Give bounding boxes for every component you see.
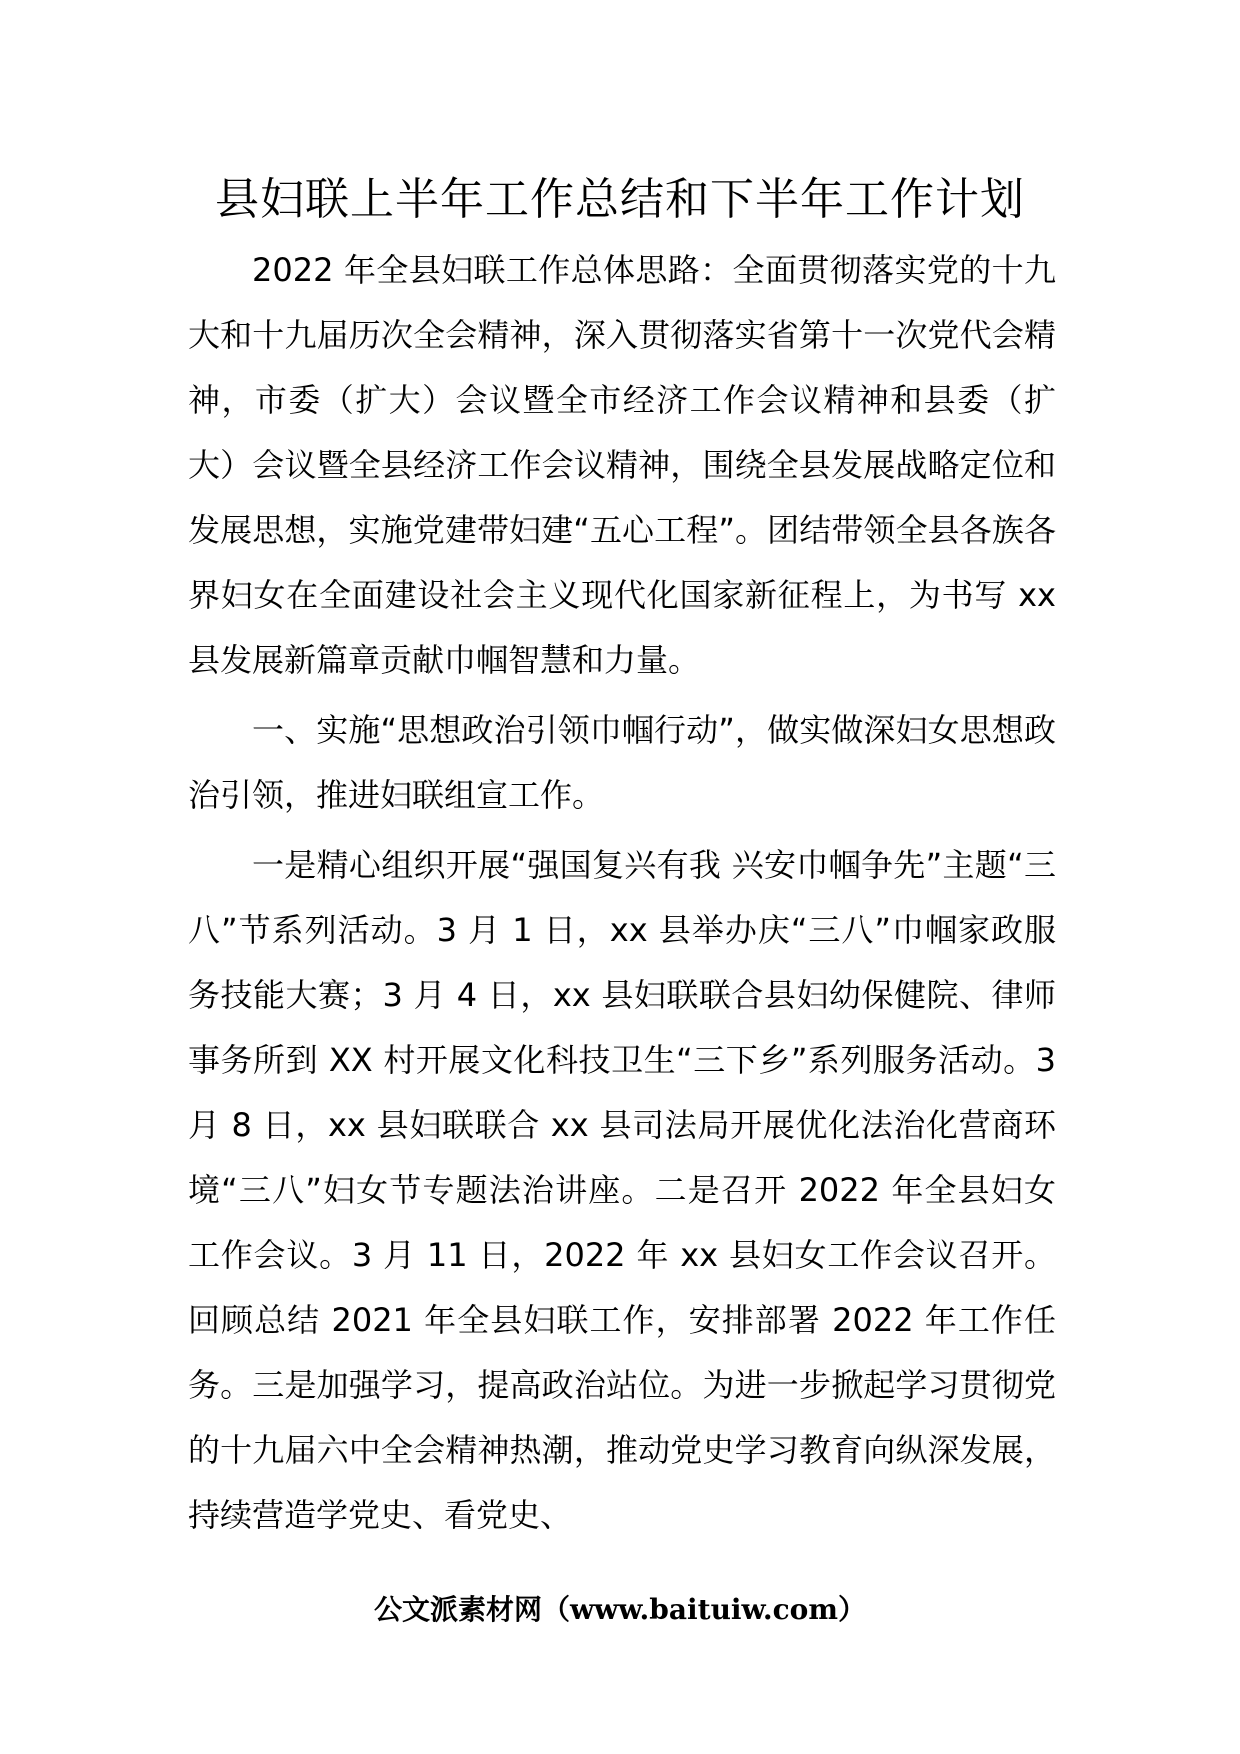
- document-body: [188, 238, 1056, 1548]
- section-1-paragraph: 一是精心组织开展“强国复兴有我 兴安巾帼争先”主题“三八”节系列活动。3 月 1 日，xx 县举办庆“三八”巾帼家政服务技能大赛；3 月 4 日，xx 县妇联联合县妇幼保健院、律师事务所到 XX 村开展文化科技卫生“三下乡”系列服务活动。3 月 8 日，xx 县妇联联合 xx 县司法局开展优化法治化营商环境“三八”妇女节专题法治讲座。二是召开 2022 年全县妇女工作会议。3 月 11 日，2022 年 xx 县妇女工作会议召开。回顾总结 2021 年全县妇联工作，安排部署 2022 年工作任务。三是加强学习，提高政治站位。为进一步掀起学习贯彻党的十九届六中全会精神热潮，推动党史学习教育向纵深发展，持续营造学党史、看党史、: [188, 846, 1056, 1534]
- intro-paragraph: 2022 年全县妇联工作总体思路：全面贯彻落实党的十九大和十九届历次全会精神，深入贯彻落实省第十一次党代会精神，市委（扩大）会议暨全市经济工作会议精神和县委（扩大）会议暨全县经济工作会议精神，围绕全县发展战略定位和发展思想，实施党建带妇建“五心工程”。团结带领全县各族各界妇女在全面建设社会主义现代化国家新征程上，为书写 xx 县发展新篇章贡献巾帼智慧和力量。: [188, 251, 1056, 679]
- footer-watermark: 公文派素材网（www.baituiw.com）: [374, 1593, 866, 1626]
- section-heading-1: 一、实施“思想政治引领巾帼行动”，做实做深妇女思想政治引领，推进妇联组宣工作。: [188, 711, 1056, 814]
- document-title: 县妇联上半年工作总结和下半年工作计划: [215, 174, 1025, 225]
